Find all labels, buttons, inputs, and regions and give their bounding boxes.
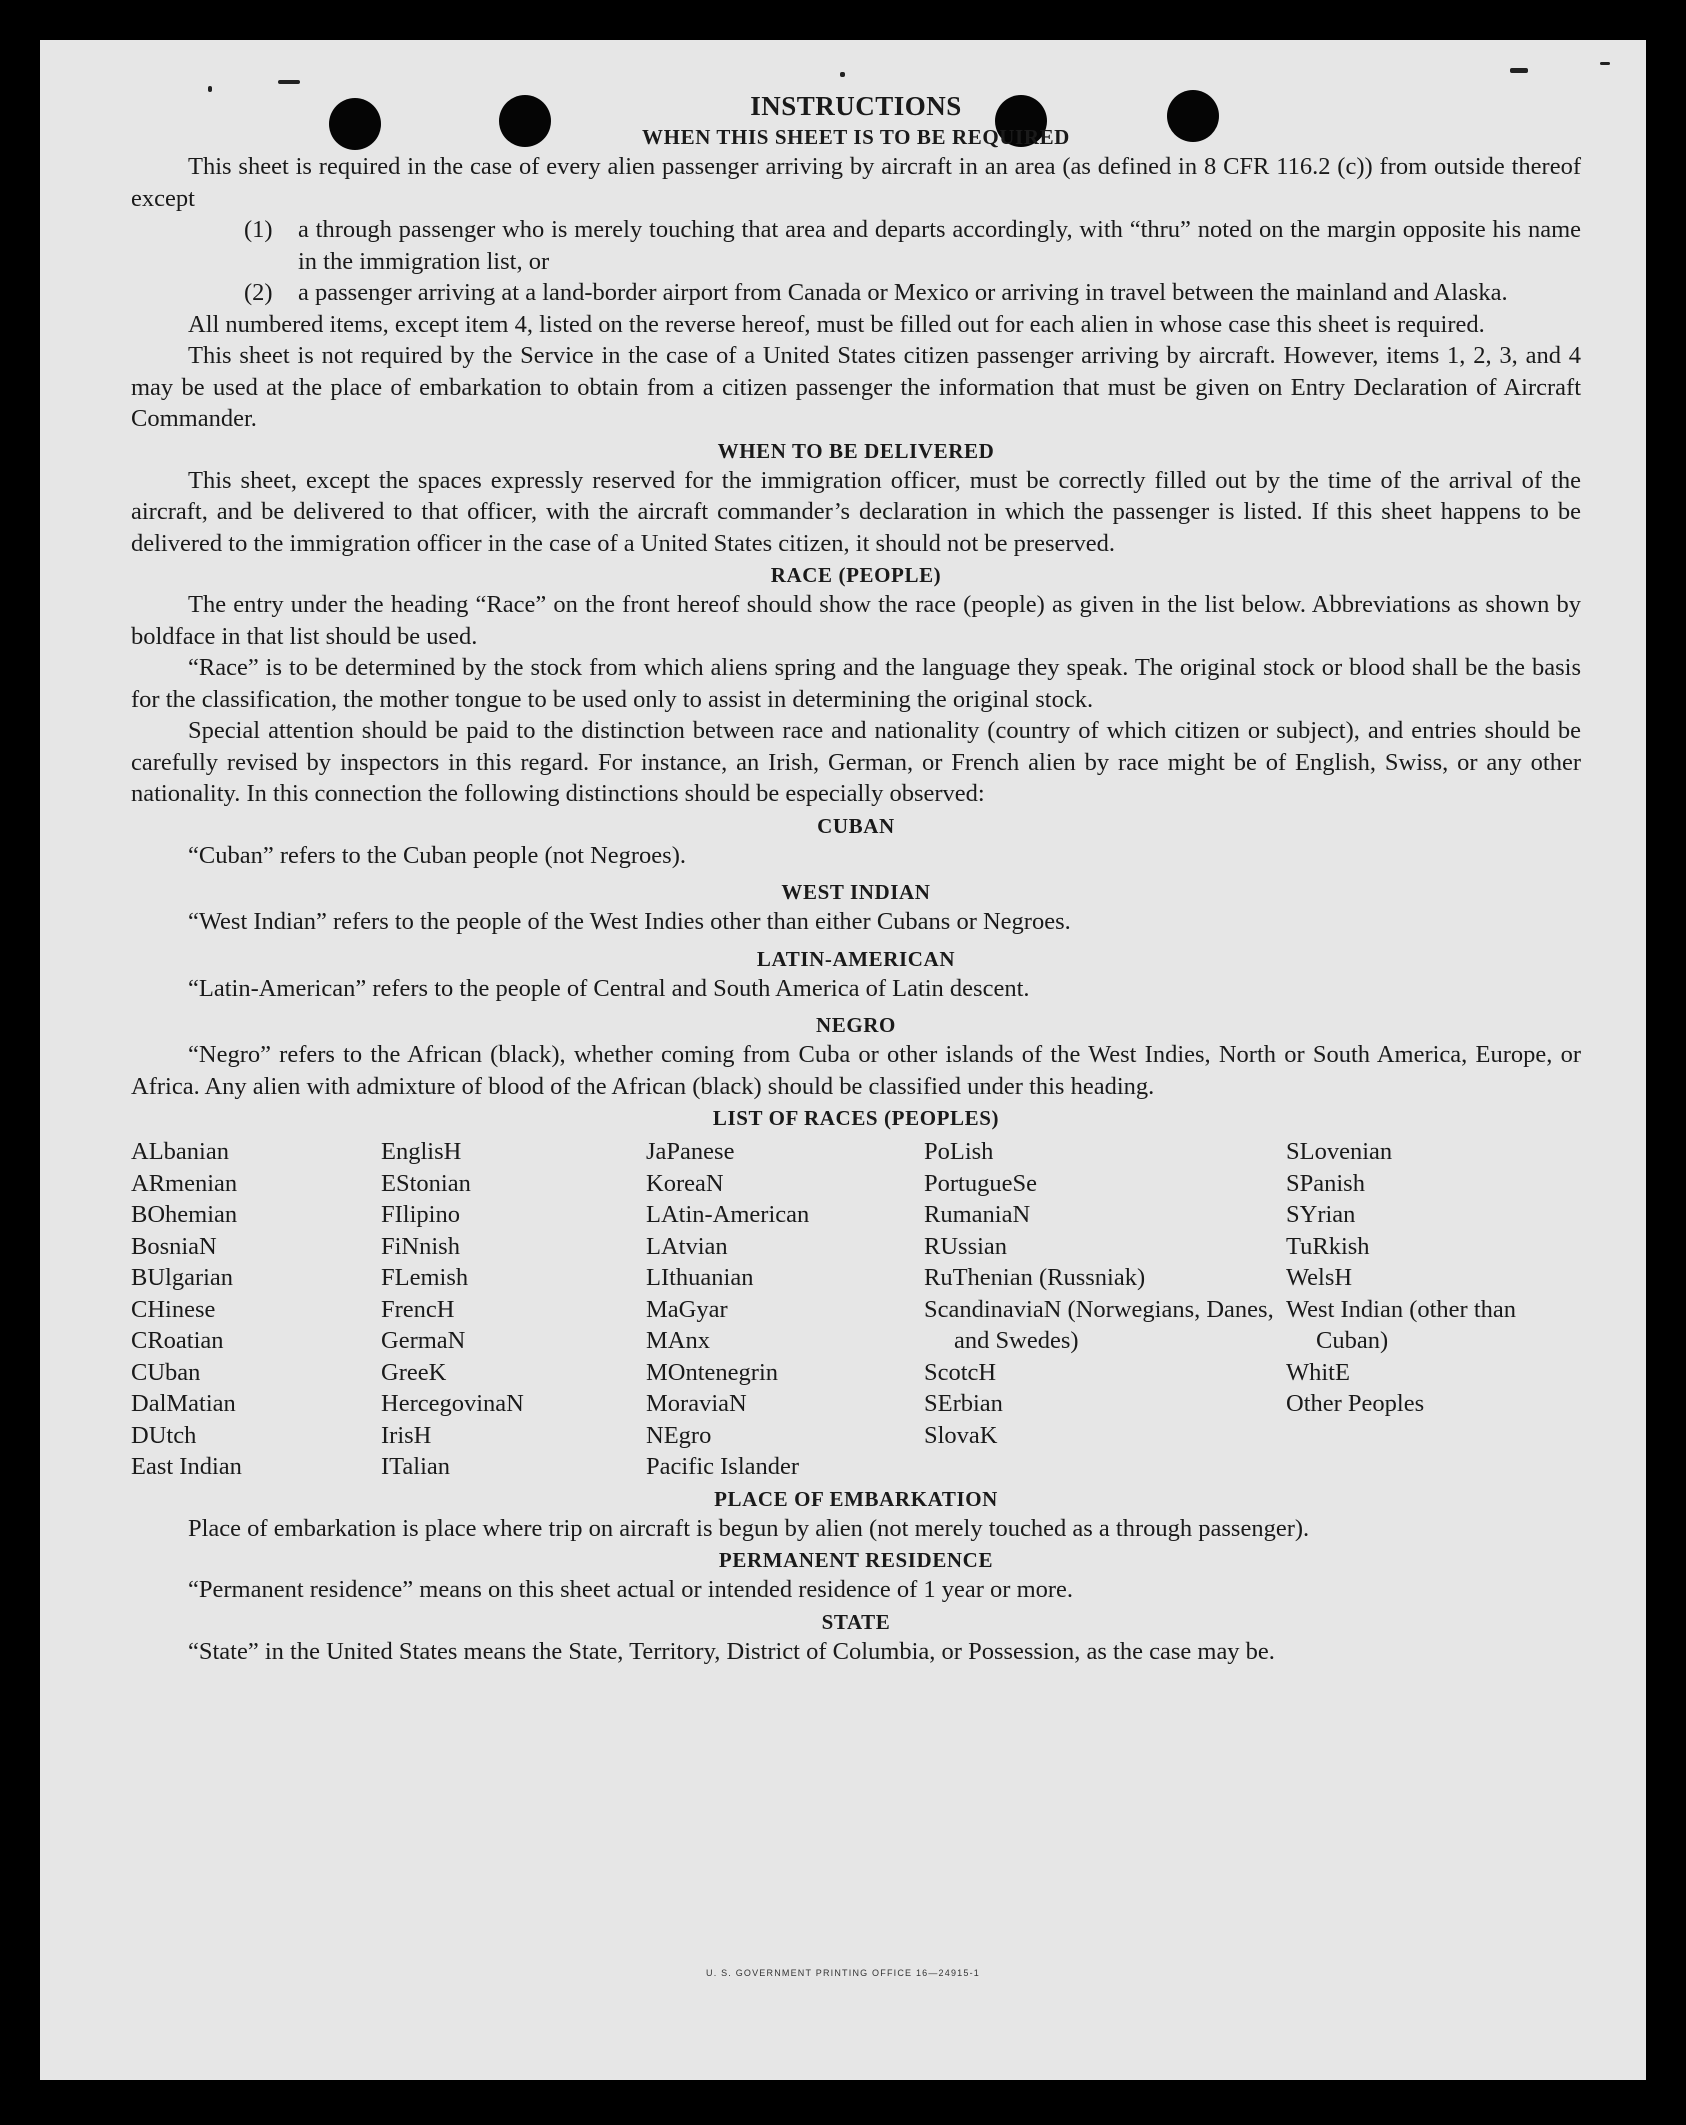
race-entry: ARmenian <box>131 1169 238 1197</box>
race-entry: ScotcH <box>924 1358 997 1386</box>
race-entry: NEgro <box>646 1421 712 1449</box>
race-column-1 <box>131 1136 381 1483</box>
paragraph-citizen-passenger: This sheet is not required by the Service in the case of a United States citizen passenger arriving by aircraft. However, items 1, 2, 3, and 4 may be used at the place of embarkation to obtain from a citizen passenger the information that must be given on Entry Declaration of Aircraft Commander. <box>131 342 1581 432</box>
heading-race: RACE (PEOPLE) <box>770 563 942 587</box>
race-entry: GreeK <box>381 1358 447 1386</box>
race-entry: IrisH <box>381 1421 432 1449</box>
race-column-2 <box>381 1136 646 1483</box>
paragraph-negro: “Negro” refers to the African (black), whether coming from Cuba or other islands of the West Indies, North or South America, Europe, or Africa. Any alien with admixture of blood of the African (black) should be classified under this heading. <box>131 1041 1581 1100</box>
paragraph-permanent-residence: “Permanent residence” means on this sheet actual or intended residence of 1 year or more. <box>188 1576 1074 1603</box>
race-entry: CHinese <box>131 1295 216 1323</box>
document-page <box>40 40 1646 2080</box>
paragraph-west-indian: “West Indian” refers to the people of the West Indies other than either Cubans or Negroes. <box>188 908 1071 935</box>
race-entry: Pacific Islander <box>646 1453 800 1480</box>
heading-negro: NEGRO <box>815 1013 896 1037</box>
race-entry: TuRkish <box>1286 1232 1370 1260</box>
race-entry: WelsH <box>1286 1264 1353 1291</box>
race-entry: SLovenian <box>1286 1138 1393 1165</box>
race-column-5 <box>1286 1136 1581 1483</box>
race-entry: PortugueSe <box>924 1169 1037 1197</box>
race-entry: DalMatian <box>131 1390 236 1417</box>
scan-speck <box>840 72 845 77</box>
exception-item-1 <box>131 214 1581 277</box>
item-number: (1) <box>244 216 273 243</box>
heading-west-indian: WEST INDIAN <box>781 880 931 904</box>
race-entry: Other Peoples <box>1286 1390 1425 1417</box>
race-entry: BosniaN <box>131 1232 217 1260</box>
heading-list-of-races: LIST OF RACES (PEOPLES) <box>712 1106 1000 1130</box>
race-entry: SlovaK <box>924 1421 998 1449</box>
race-entry: ScandinaviaN (Norwegians, Danes, and Swedes) <box>924 1295 1274 1354</box>
item-number: (2) <box>244 279 273 306</box>
paragraph-place-of-embarkation: Place of embarkation is place where trip on aircraft is begun by alien (not merely touched as a through passenger). <box>188 1514 1310 1542</box>
race-entry: MoraviaN <box>646 1390 747 1417</box>
race-entry: CUban <box>131 1358 201 1386</box>
heading-cuban: CUBAN <box>817 813 895 838</box>
race-entry: LAtin-American <box>646 1201 810 1228</box>
scan-speck <box>1510 68 1528 73</box>
scan-speck <box>278 80 300 84</box>
race-entry: DUtch <box>131 1421 197 1449</box>
heading-place-of-embarkation: PLACE OF EMBARKATION <box>714 1486 998 1511</box>
race-entry: FiNnish <box>381 1232 460 1260</box>
race-entry: KoreaN <box>646 1169 724 1197</box>
paragraph-race-stock: “Race” is to be determined by the stock from which aliens spring and the language they speak. The original stock or blood shall be the basis for the classification, the mother tongue to be used only to assist in determining the original stock. <box>131 654 1581 713</box>
race-entry: GermaN <box>381 1327 466 1354</box>
race-entry: SPanish <box>1286 1169 1365 1197</box>
race-entry: RUssian <box>924 1232 1008 1260</box>
race-entry: EStonian <box>381 1169 471 1197</box>
race-entry: LAtvian <box>646 1232 728 1260</box>
paragraph-required-intro: This sheet is required in the case of every alien passenger arriving by aircraft in an area (as defined in 8 CFR 116.2 (c)) from outside thereof except <box>131 153 1581 212</box>
paragraph-latin-american: “Latin-American” refers to the people of Central and South America of Latin descent. <box>188 974 1030 1002</box>
race-entry: JaPanese <box>646 1138 735 1165</box>
printing-office-imprint: U. S. GOVERNMENT PRINTING OFFICE 16—24915-1 <box>706 1968 980 1978</box>
paragraph-delivery: This sheet, except the spaces expressly reserved for the immigration officer, must be correctly filled out by the time of the arrival of the aircraft, and be delivered to that officer, with the aircraft commander’s declaration in which the passenger is listed. If this sheet happens to be delivered to the immigration officer in the case of a United States citizen, it should not be preserved. <box>131 466 1581 557</box>
race-entry: HercegovinaN <box>381 1390 524 1417</box>
exception-item-2 <box>131 277 1581 309</box>
race-entry: West Indian (other than Cuban) <box>1286 1295 1517 1354</box>
heading-when-delivered: WHEN TO BE DELIVERED <box>717 438 995 463</box>
race-entry: WhitE <box>1286 1358 1350 1386</box>
paragraph-numbered-items: All numbered items, except item 4, listed on the reverse hereof, must be filled out for each alien in whose case this sheet is required. <box>188 310 1485 338</box>
race-entry: SErbian <box>924 1390 1003 1417</box>
item-text: a through passenger who is merely touching that area and departs accordingly, with “thru” noted on the margin opposite his name in the immigration list, or <box>298 216 1581 275</box>
heading-when-required: WHEN THIS SHEET IS TO BE REQUIRED <box>642 125 1070 149</box>
race-entry: FrencH <box>381 1295 455 1323</box>
race-entry: ALbanian <box>131 1138 229 1165</box>
race-entry: FLemish <box>381 1264 469 1291</box>
race-entry: SYrian <box>1286 1201 1356 1228</box>
scan-speck <box>1600 62 1610 65</box>
heading-permanent-residence: PERMANENT RESIDENCE <box>718 1548 994 1572</box>
race-entry: BOhemian <box>131 1201 238 1228</box>
race-entry: RumaniaN <box>924 1201 1031 1228</box>
heading-state: STATE <box>821 1609 891 1634</box>
item-text: a passenger arriving at a land-border airport from Canada or Mexico or arriving in travel between the mainland and Alaska. <box>298 279 1508 306</box>
race-entry: LIthuanian <box>646 1264 754 1291</box>
heading-latin-american: LATIN-AMERICAN <box>756 946 956 971</box>
race-column-4 <box>924 1136 1286 1483</box>
paragraph-state: “State” in the United States means the State, Territory, District of Columbia, or Possession, as the case may be. <box>188 1637 1275 1665</box>
race-entry: EnglisH <box>381 1138 462 1165</box>
race-entry: CRoatian <box>131 1327 224 1354</box>
race-entry: FIlipino <box>381 1201 460 1228</box>
race-list <box>131 1136 1581 1483</box>
race-entry: MOntenegrin <box>646 1358 778 1386</box>
paragraph-race-entry: The entry under the heading “Race” on the front hereof should show the race (people) as given in the list below. Abbreviations as shown by boldface in that list should be used. <box>131 591 1581 650</box>
race-entry: ITalian <box>381 1453 451 1480</box>
race-entry: MAnx <box>646 1327 710 1354</box>
race-entry: BUlgarian <box>131 1264 234 1291</box>
paragraph-cuban: “Cuban” refers to the Cuban people (not Negroes). <box>188 841 686 869</box>
race-column-3 <box>646 1136 924 1483</box>
race-entry: PoLish <box>924 1138 994 1165</box>
instructions-content <box>131 90 1581 1667</box>
paragraph-race-nationality: Special attention should be paid to the distinction between race and nationality (country of which citizen or subject), and entries should be carefully revised by inspectors in this regard. For instance, an Irish, German, or French alien by race might be of English, Swiss, or any other nationality. In this connection the following distinctions should be especially observed: <box>131 717 1581 807</box>
race-entry: RuThenian (Russniak) <box>924 1264 1146 1291</box>
page-title: INSTRUCTIONS <box>750 91 962 121</box>
race-entry: MaGyar <box>646 1295 728 1323</box>
race-entry: East Indian <box>131 1453 242 1480</box>
